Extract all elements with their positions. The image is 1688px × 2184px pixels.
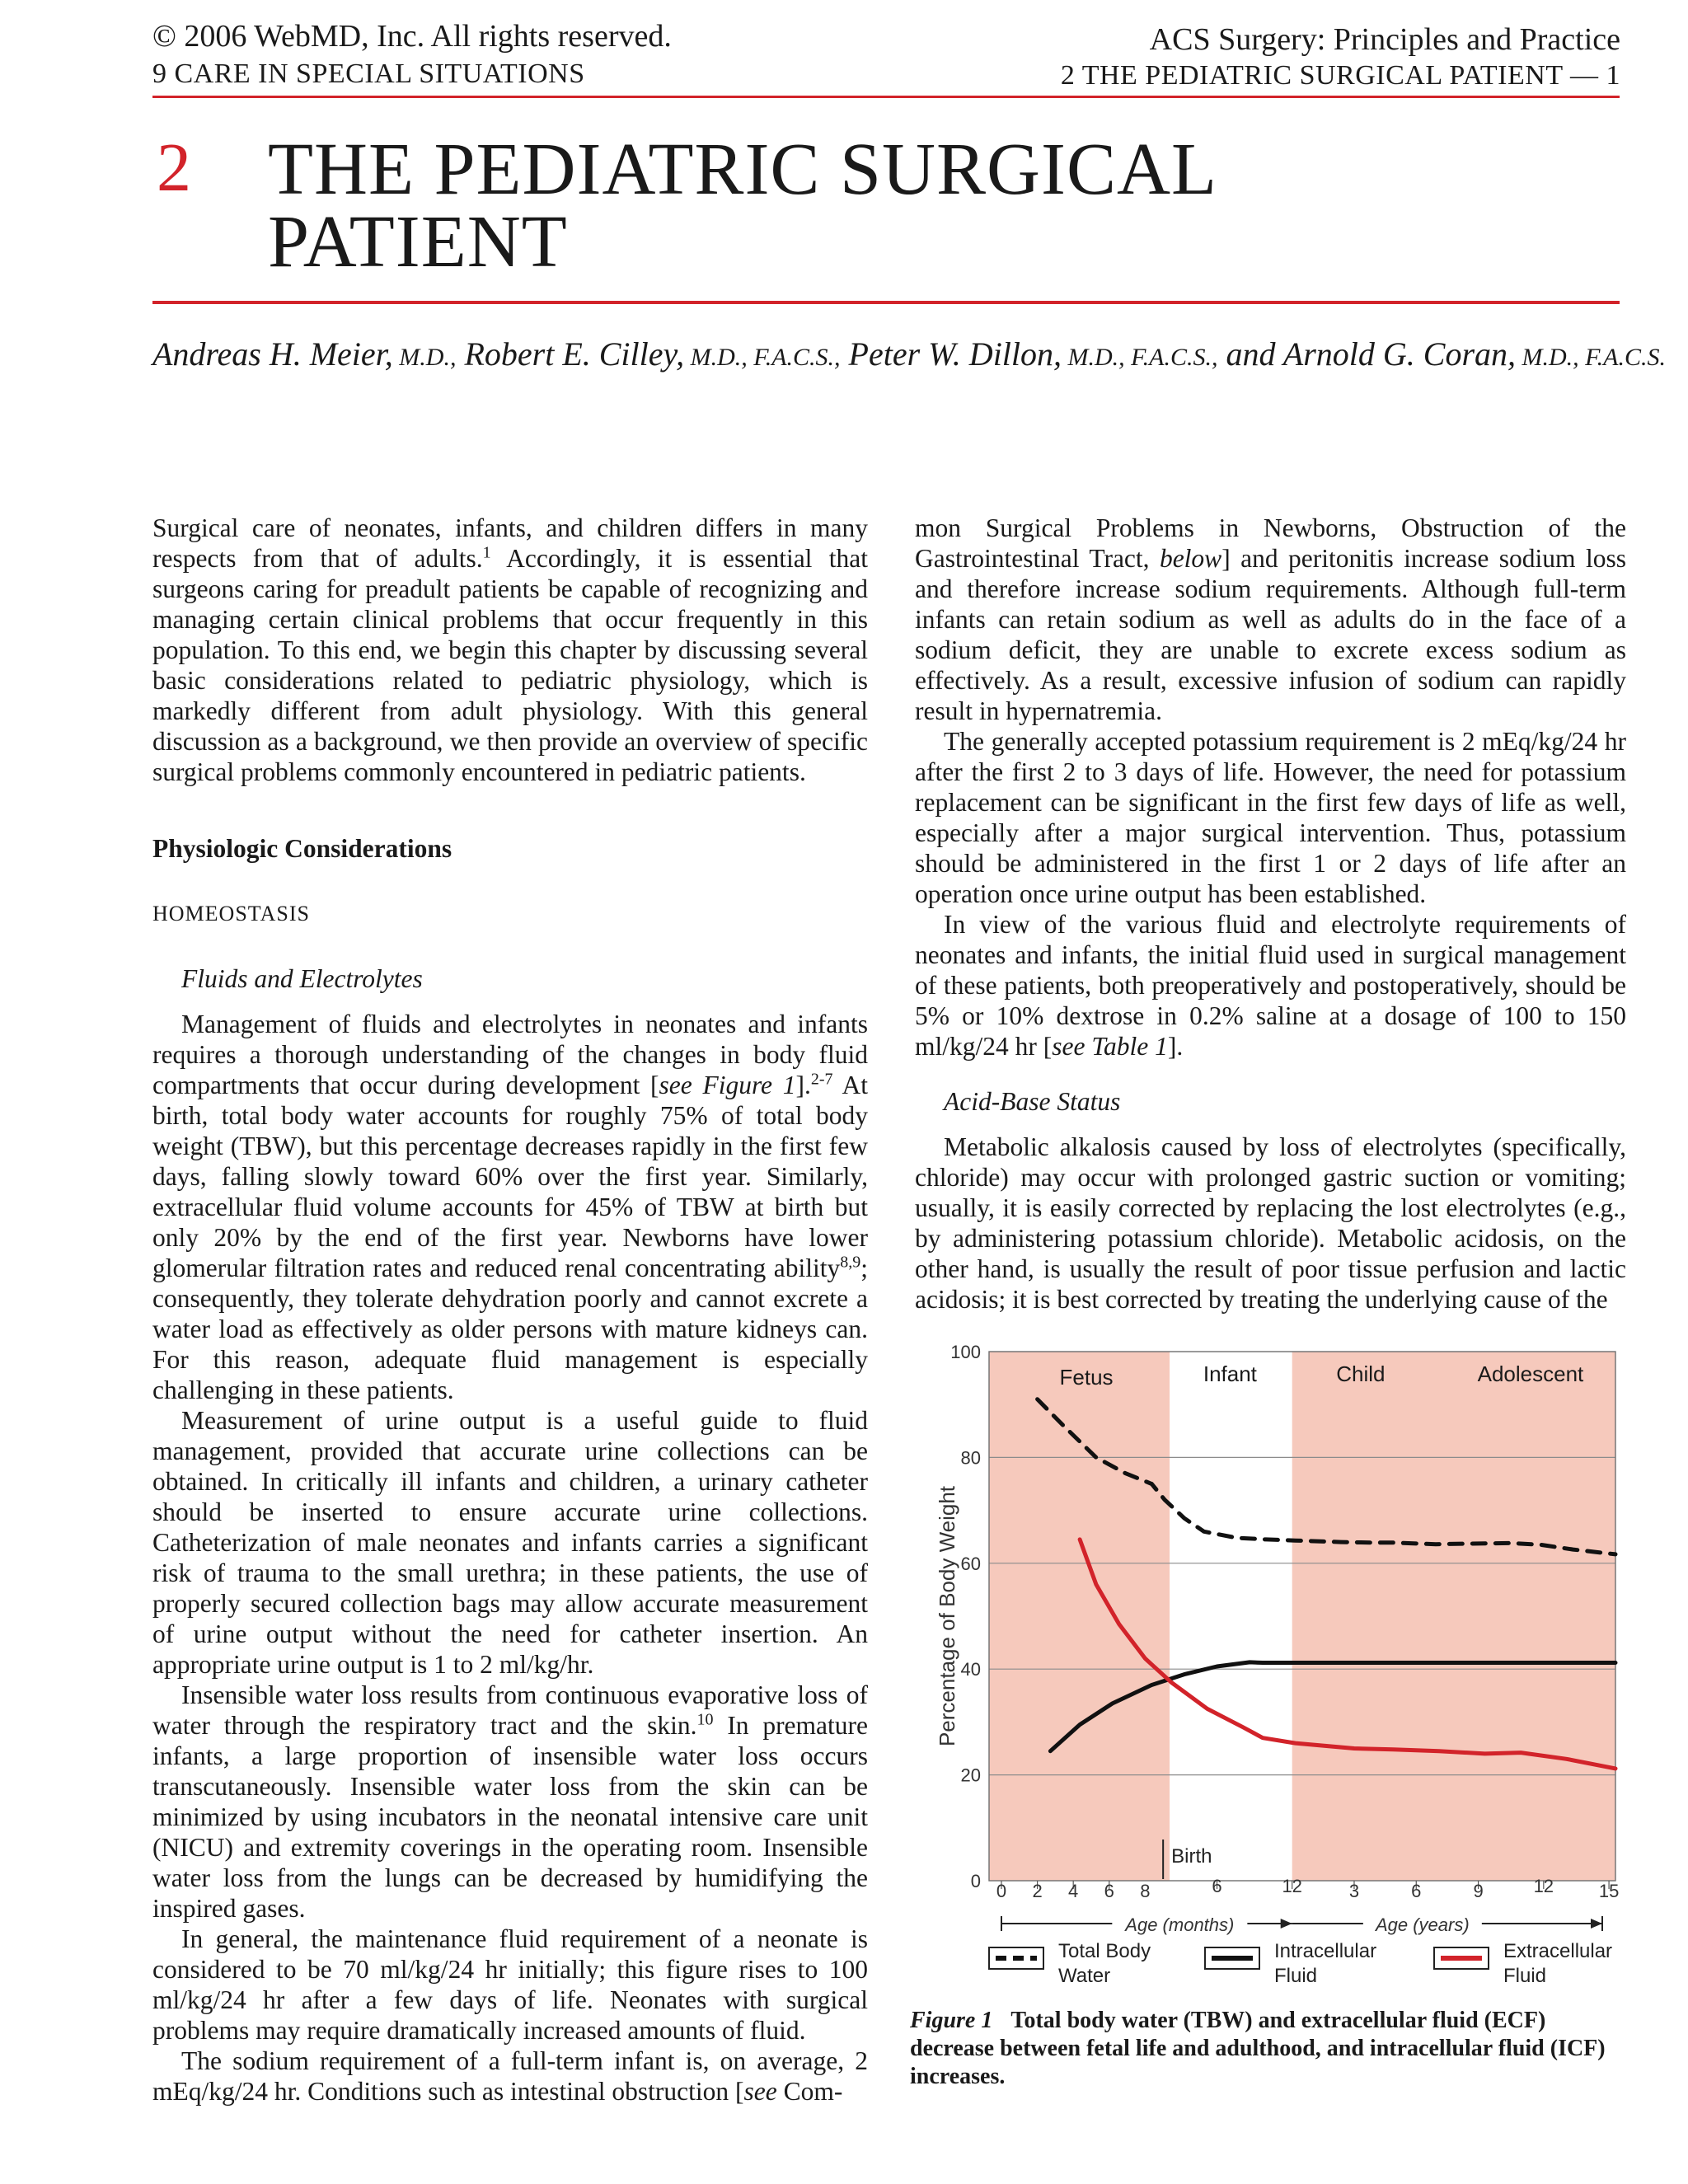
- x-tick-label: 12: [1533, 1876, 1554, 1896]
- cross-reference: see: [743, 2077, 777, 2106]
- years-axis-label: Age (years): [1375, 1915, 1470, 1935]
- author-name: Andreas H. Meier,: [152, 335, 393, 373]
- x-tick-label: 6: [1104, 1881, 1114, 1901]
- phase-label: Adolescent: [1477, 1361, 1584, 1386]
- subsubsection-heading: Fluids and Electrolytes: [181, 964, 423, 993]
- cross-reference: see Table 1: [1052, 1032, 1168, 1061]
- phase-band: [1170, 1352, 1292, 1881]
- text-run: At birth, total body water accounts for roughly 75% of total body weight (TBW), but this percentage decreases rapidly in the first few days, falling slowly toward 60% over the first year. Similarly, extracellular fluid volume accounts for 45% of TBW at birth but only 20% by the end of the first year. Newborns have lower glomerular filtration rates and reduced renal concentrating ability: [152, 1071, 868, 1282]
- text-run: In premature infants, a large proportion of insensible water loss occurs transcutaneously. Insensible water loss from the skin can be minimized by using incubators in the neonatal intensive care unit (NICU) and extremity coverings in the operating room. Insensible water loss from the lungs can be decreased by humidifying the inspired gases.: [152, 1711, 868, 1923]
- body-paragraph: [152, 1009, 868, 1405]
- x-tick-label: 0: [996, 1881, 1007, 1901]
- legend-label: Fluid: [1274, 1965, 1318, 1987]
- phase-label: Fetus: [1059, 1365, 1114, 1390]
- x-tick-label: 8: [1140, 1881, 1151, 1901]
- text-run: Surgical care of neonates, infants, and children differs in many respects from that of adults.: [152, 513, 868, 573]
- subsection-heading: HOMEOSTASIS: [152, 902, 310, 926]
- text-run: ; consequently, they tolerate dehydration poorly and cannot excrete a water load as effectively as older persons with mature kidneys can. For this reason, adequate fluid management is especially challenging in these patients.: [152, 1254, 868, 1404]
- citation: 8,9: [840, 1253, 861, 1272]
- text-run: ].: [1167, 1032, 1184, 1061]
- y-tick-label: 0: [970, 1871, 981, 1891]
- x-tick-label: 2: [1032, 1881, 1043, 1901]
- author-name: Robert E. Cilley,: [456, 335, 685, 373]
- x-tick-label: 6: [1411, 1881, 1422, 1901]
- author-name: and Arnold G. Coran,: [1217, 335, 1517, 373]
- y-tick-label: 60: [960, 1553, 981, 1574]
- legend-label: Fluid: [1503, 1965, 1547, 1987]
- section-line: [152, 54, 585, 92]
- subsubsection-heading: Acid-Base Status: [944, 1087, 1121, 1116]
- body-paragraph: [152, 1680, 868, 1924]
- text-run: Management of fluids and electrolytes in neonates and infants requires a thorough understanding of the changes in body fluid compartments that occur during development [: [152, 1010, 868, 1099]
- phase-label: Child: [1336, 1361, 1386, 1386]
- y-tick-label: 100: [950, 1342, 981, 1362]
- phase-band: [1292, 1352, 1615, 1881]
- text-run: Accordingly, it is essential that surgeons caring for preadult patients be capable of recognizing and managing certain clinical problems that occur frequently in this population. To this end, we begin this chapter by discussing several basic considerations related to pediatric physiology, which is markedly different from adult physiology. With this general discussion as a background, we then provide an overview of specific surgical problems commonly encountered in pediatric patients.: [152, 544, 868, 786]
- text-run: mon Surgical Problems in Newborns, Obstruction of the Gastrointestinal Tract,: [915, 513, 1626, 573]
- chapter-title: [268, 129, 1218, 283]
- body-paragraph: Metabolic alkalosis caused by loss of electrolytes (specifically, chloride) may occur with prolonged gastric suction or vomiting; usually, it is easily corrected by replacing the lost electrolytes (e.g., by administering potassium chloride). Metabolic acidosis, on the other hand, is usually the result of poor tissue perfusion and lactic acidosis; it is best corrected by treating the underlying cause of the: [915, 1132, 1626, 1314]
- x-tick-label: 12: [1282, 1876, 1302, 1896]
- body-paragraph: [915, 909, 1626, 1062]
- body-paragraph: [152, 2046, 868, 2107]
- body-paragraph: The generally accepted potassium requirement is 2 mEq/kg/24 hr after the first 2 to 3 days of life. However, the need for potassium replacement can be significant in the first few days of life as well, especially after a major surgical intervention. Thus, potassium should be administered in the first 1 or 2 days of life after an operation once urine output has been established.: [915, 727, 1626, 908]
- legend-label: Intracellular: [1274, 1940, 1377, 1962]
- text-run: The sodium requirement of a full-term infant is, on average, 2 mEq/kg/24 hr. Conditions such as intestinal obstruction [: [152, 2046, 868, 2106]
- chapter-title-line-2: PATIENT: [268, 201, 568, 283]
- author-degree: M.D., F.A.C.S.,: [1062, 344, 1218, 371]
- chapter-page-label: 2 THE PEDIATRIC SURGICAL PATIENT — 1: [1060, 60, 1620, 91]
- body-paragraph: In general, the maintenance fluid requirement of a neonate is considered to be 70 ml/kg/24 hr initially; this figure rises to 100 ml/kg/24 hr after a few days of life. Neonates with surgical problems may require dramatically increased amounts of fluid.: [152, 1924, 868, 2045]
- y-tick-label: 40: [960, 1659, 981, 1680]
- cross-reference: see Figure 1: [659, 1071, 796, 1099]
- author-degree: M.D., F.A.C.S.,: [684, 344, 841, 371]
- text-run: ].: [795, 1071, 811, 1099]
- text-run: In view of the various fluid and electrolyte requirements of neonates and infants, the initial fluid used in surgical management of these patients, both preoperatively and postoperatively, should be 5% or 10% dextrose in 0.2% saline at a dosage of 100 to 150 ml/kg/24 hr [: [915, 910, 1626, 1061]
- section-heading: Physiologic Considerations: [152, 834, 452, 863]
- x-tick-label: 4: [1068, 1881, 1079, 1901]
- chapter-page-line: [1061, 56, 1620, 94]
- x-tick-label: 9: [1473, 1881, 1484, 1901]
- intro-paragraph: [152, 513, 868, 787]
- author-degree: M.D., F.A.C.S.: [1516, 344, 1666, 371]
- legend-label: Water: [1058, 1965, 1111, 1987]
- y-axis-label: Percentage of Body Weight: [935, 1485, 959, 1747]
- citation: 1: [482, 543, 491, 562]
- body-paragraph: Measurement of urine output is a useful guide to fluid management, provided that accurate urine collections can be obtained. In critically ill infants and children, a urinary catheter should be inserted to ensure accurate urine collections. Catheterization of male neonates and infants carries a significant risk of trauma to the small urethra; in these patients, the use of properly secured collection bags may allow accurate measurement of urine output without the need for catheter insertion. An appropriate urine output is 1 to 2 ml/kg/hr.: [152, 1406, 868, 1679]
- left-column: [152, 513, 868, 2107]
- x-tick-label: 6: [1212, 1876, 1222, 1896]
- book-title: ACS Surgery: Principles and Practice: [1149, 22, 1620, 57]
- y-tick-label: 20: [960, 1765, 981, 1786]
- figure-caption: [910, 2007, 1627, 2091]
- legend-label: Extracellular: [1503, 1940, 1613, 1962]
- months-axis-label: Age (months): [1125, 1915, 1235, 1935]
- title-rule: [152, 301, 1620, 304]
- birth-label: Birth: [1171, 1845, 1212, 1868]
- right-column: [915, 513, 1626, 1315]
- figure-1-chart: [907, 1335, 1632, 2003]
- x-tick-label: 3: [1348, 1881, 1360, 1901]
- figure-caption-text: Total body water (TBW) and extracellular fluid (ECF) decrease between fetal life and adulthood, and intracellular fluid (ICF) increases.: [910, 2008, 1606, 2089]
- text-run: Com-: [776, 2077, 843, 2106]
- years-axis-arrowhead: [1591, 1919, 1602, 1929]
- author-degree: M.D.,: [392, 344, 457, 371]
- x-tick-label: 15: [1598, 1881, 1620, 1901]
- legend-label: Total Body: [1058, 1940, 1151, 1962]
- copyright-line: © 2006 WebMD, Inc. All rights reserved.: [152, 19, 672, 54]
- y-tick-label: 80: [960, 1447, 981, 1469]
- author-line: [152, 335, 1666, 373]
- citation: 2-7: [810, 1070, 833, 1089]
- text-run: Insensible water loss results from continuous evaporative loss of water through the respiratory tract and the skin.: [152, 1680, 868, 1740]
- section-label: 9 CARE IN SPECIAL SITUATIONS: [152, 59, 585, 89]
- header-rule: [152, 96, 1620, 98]
- body-paragraph: [915, 513, 1626, 726]
- citation: 10: [696, 1710, 714, 1729]
- months-axis-arrowhead: [1281, 1919, 1292, 1929]
- figure-label: Figure 1: [910, 2008, 993, 2033]
- author-name: Peter W. Dillon,: [840, 335, 1062, 373]
- phase-band: [989, 1352, 1170, 1881]
- cross-reference: below: [1159, 544, 1222, 573]
- text-run: ] and peritonitis increase sodium loss and therefore increase sodium requirements. Although full-term infants can retain sodium as well as adults do in the face of a sodium deficit, they are unable to excrete excess sodium as effectively. As a result, excessive infusion of sodium can rapidly result in hypernatremia.: [915, 544, 1626, 725]
- chapter-title-line-1: THE PEDIATRIC SURGICAL: [268, 129, 1218, 210]
- phase-label: Infant: [1203, 1361, 1257, 1386]
- chapter-number: 2: [157, 129, 191, 206]
